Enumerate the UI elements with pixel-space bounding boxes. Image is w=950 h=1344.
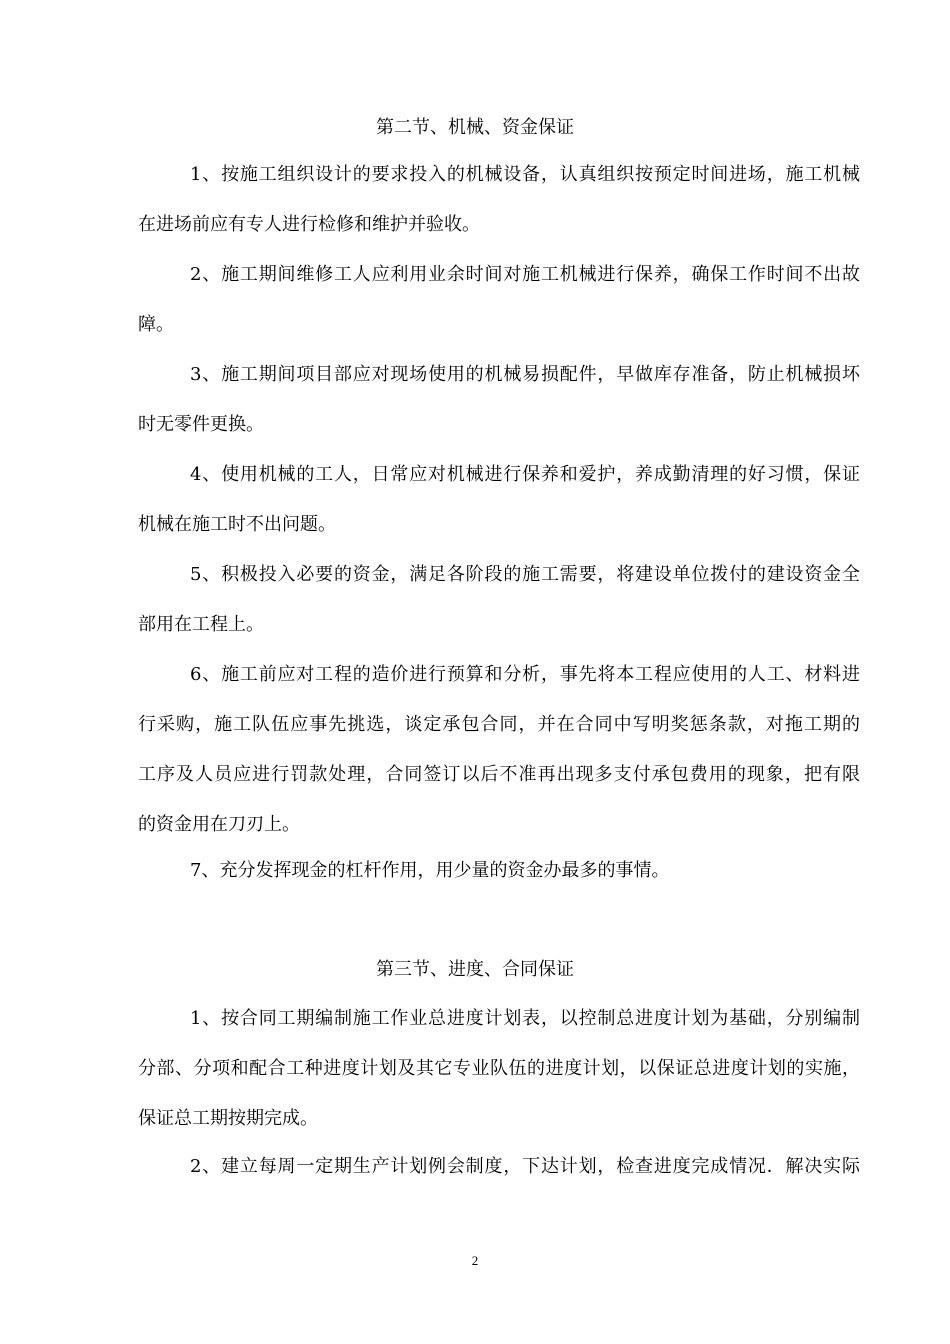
- paragraph-line: 6、施工前应对工程的造价进行预算和分析，事先将本工程应使用的人工、材料进: [190, 664, 860, 685]
- paragraph-line: 时无零件更换。: [138, 414, 264, 435]
- paragraph-line: 工序及人员应进行罚款处理，合同签订以后不准再出现多支付承包费用的现象，把有限: [138, 764, 860, 785]
- paragraph-line: 保证总工期按期完成。: [138, 1108, 318, 1129]
- paragraph-line: 1、按施工组织设计的要求投入的机械设备，认真组织按预定时间进场，施工机械: [190, 164, 860, 185]
- paragraph-line: 5、积极投入必要的资金，满足各阶段的施工需要，将建设单位拨付的建设资金全: [190, 564, 860, 585]
- paragraph-line: 2、施工期间维修工人应利用业余时间对施工机械进行保养，确保工作时间不出故: [190, 264, 860, 285]
- paragraph-line: 分部、分项和配合工种进度计划及其它专业队伍的进度计划，以保证总进度计划的实施，: [138, 1058, 860, 1079]
- paragraph-line: 障。: [138, 314, 174, 335]
- paragraph-line: 行采购，施工队伍应事先挑选，谈定承包合同，并在合同中写明奖惩条款，对拖工期的: [138, 714, 860, 735]
- page-number: 2: [471, 1253, 479, 1268]
- paragraph-line: 的资金用在刀刃上。: [138, 814, 300, 835]
- section-heading: 第二节、机械、资金保证: [376, 117, 574, 138]
- paragraph-line: 2、建立每周一定期生产计划例会制度，下达计划，检查进度完成情况．解决实际: [190, 1156, 860, 1177]
- paragraph-line: 4、使用机械的工人，日常应对机械进行保养和爱护，养成勤清理的好习惯，保证: [190, 464, 860, 485]
- paragraph-line: 3、施工期间项目部应对现场使用的机械易损配件，早做库存准备，防止机械损坏: [190, 364, 860, 385]
- paragraph-line: 1、按合同工期编制施工作业总进度计划表，以控制总进度计划为基础，分别编制: [190, 1008, 860, 1029]
- paragraph-line: 机械在施工时不出问题。: [138, 514, 336, 535]
- paragraph-line: 部用在工程上。: [138, 614, 264, 635]
- paragraph-line: 在进场前应有专人进行检修和维护并验收。: [138, 214, 480, 235]
- paragraph-line: 7、充分发挥现金的杠杆作用，用少量的资金办最多的事情。: [190, 860, 670, 881]
- section-heading: 第三节、进度、合同保证: [376, 959, 574, 980]
